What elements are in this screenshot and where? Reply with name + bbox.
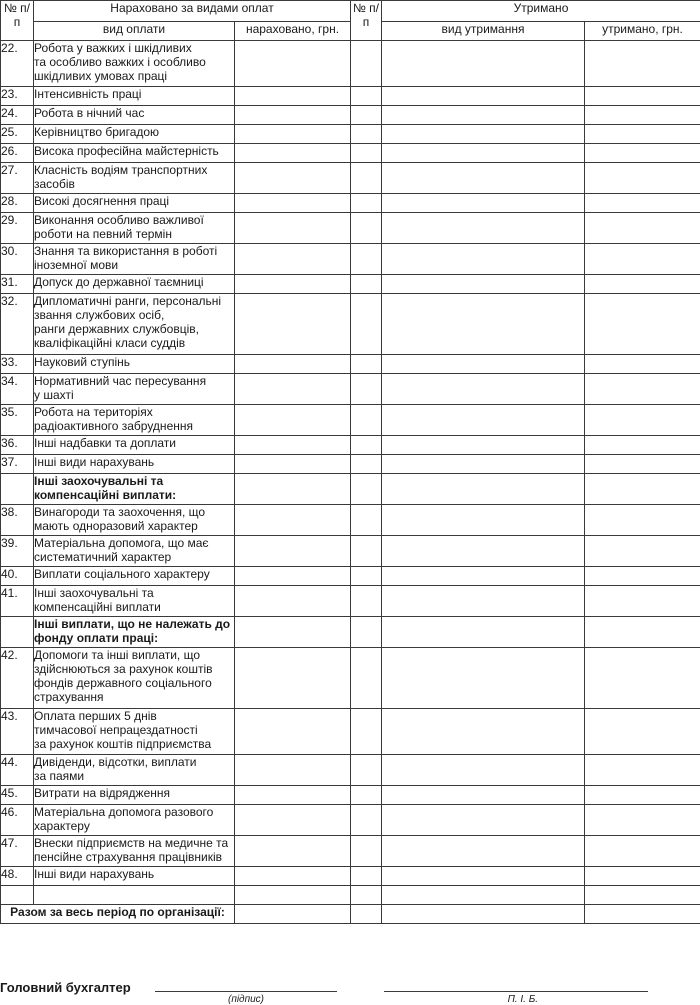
- withheld-amount-cell[interactable]: [585, 755, 700, 786]
- accrued-amount-cell[interactable]: [235, 836, 351, 867]
- payment-type-cell: [34, 567, 235, 586]
- accrued-amount-cell[interactable]: [235, 194, 351, 213]
- table-row: [1, 436, 700, 455]
- total-row: [1, 905, 700, 924]
- payment-type-cell: [34, 41, 235, 87]
- withheld-num-cell[interactable]: [351, 709, 382, 755]
- withheld-amount-cell[interactable]: [585, 586, 700, 617]
- table-row: [1, 87, 700, 106]
- withheld-amount-cell[interactable]: [585, 244, 700, 275]
- table-row: [1, 374, 700, 405]
- withheld-amount-cell[interactable]: [585, 275, 700, 294]
- withheld-num-cell[interactable]: [351, 374, 382, 405]
- withheld-num-cell[interactable]: [351, 586, 382, 617]
- row-number: 36.: [1, 436, 34, 455]
- accrued-amount-cell[interactable]: [235, 805, 351, 836]
- payment-type-line: Науковий ступінь: [34, 355, 234, 369]
- payment-type-line: Робота у важких і шкідливих: [34, 41, 234, 55]
- withholding-type-cell[interactable]: [382, 194, 585, 213]
- withheld-amount-cell[interactable]: [585, 709, 700, 755]
- payment-type-line: Матеріальна допомога, що має: [34, 536, 234, 550]
- withheld-amount-cell[interactable]: [585, 567, 700, 586]
- accrued-amount-cell[interactable]: [235, 436, 351, 455]
- withheld-amount-cell[interactable]: [585, 355, 700, 374]
- withheld-amount-cell[interactable]: [585, 106, 700, 125]
- payment-type-line: страхування: [34, 690, 234, 704]
- table-row: [1, 355, 700, 374]
- table-row: [1, 163, 700, 194]
- total-withheld-cell[interactable]: [585, 905, 700, 924]
- row-number: 34.: [1, 374, 34, 405]
- withheld-num-cell[interactable]: [351, 144, 382, 163]
- table-row: [1, 867, 700, 886]
- table-row: [1, 567, 700, 586]
- withholding-type-cell[interactable]: [382, 41, 585, 87]
- withheld-num-cell[interactable]: [351, 648, 382, 709]
- payment-type-line: фонду оплати праці:: [34, 631, 234, 645]
- withheld-amount-cell[interactable]: [585, 836, 700, 867]
- withheld-num-cell[interactable]: [351, 163, 382, 194]
- payment-type-line: Робота в нічний час: [34, 106, 234, 120]
- payment-type-line: Допуск до державної таємниці: [34, 275, 234, 289]
- payment-type-line: мають одноразовий характер: [34, 519, 234, 533]
- payment-type-cell: [34, 294, 235, 355]
- withholding-type-cell[interactable]: [382, 275, 585, 294]
- row-number: 45.: [1, 786, 34, 805]
- table-row: [1, 405, 700, 436]
- payment-type-line: кваліфікаційні класи суддів: [34, 336, 234, 350]
- withheld-num-cell[interactable]: [351, 455, 382, 474]
- withheld-amount-cell[interactable]: [585, 294, 700, 355]
- total-label: Разом за весь період по організації:: [1, 905, 235, 924]
- payment-type-line: Інші види нарахувань: [34, 867, 234, 881]
- withholding-type-cell[interactable]: [382, 294, 585, 355]
- row-number: 43.: [1, 709, 34, 755]
- withheld-amount-cell[interactable]: [585, 213, 700, 244]
- withheld-num-cell[interactable]: [351, 244, 382, 275]
- payment-type-line: Винагороди та заохочення, що: [34, 505, 234, 519]
- withholding-type-cell[interactable]: [382, 144, 585, 163]
- table-row: [1, 586, 700, 617]
- withheld-amount-cell[interactable]: [585, 505, 700, 536]
- payment-type-line: Матеріальна допомога разового: [34, 805, 234, 819]
- payment-type-line: компенсаційні виплати:: [34, 488, 234, 502]
- withheld-amount-cell[interactable]: [585, 805, 700, 836]
- withheld-amount-cell[interactable]: [585, 455, 700, 474]
- row-number: 48.: [1, 867, 34, 886]
- num-header-withheld: № п/п: [351, 1, 382, 41]
- payment-type-line: фондів державного соціального: [34, 676, 234, 690]
- payment-type-cell: [34, 163, 235, 194]
- payment-type-line: Нормативний час пересування: [34, 374, 234, 388]
- withholding-type-cell[interactable]: [382, 355, 585, 374]
- payment-type-cell: [34, 106, 235, 125]
- payment-type-line: Інші виплати, що не належать до: [34, 617, 234, 631]
- withheld-num-cell[interactable]: [351, 617, 382, 648]
- header-row: [1, 1, 700, 22]
- payment-type-line: характеру: [34, 819, 234, 833]
- withheld-amount-cell[interactable]: [585, 436, 700, 455]
- withheld-num-cell[interactable]: [351, 536, 382, 567]
- payment-type-line: шкідливих умовах праці: [34, 69, 234, 83]
- row-number: 29.: [1, 213, 34, 244]
- withholding-type-cell[interactable]: [382, 617, 585, 648]
- withholding-type-cell[interactable]: [382, 125, 585, 144]
- accrued-amount-cell[interactable]: [235, 106, 351, 125]
- row-number: 24.: [1, 106, 34, 125]
- withholding-type-header: вид утримання: [382, 22, 585, 41]
- row-number: 35.: [1, 405, 34, 436]
- withheld-num-cell[interactable]: [351, 886, 382, 905]
- withheld-amount-cell[interactable]: [585, 125, 700, 144]
- payment-type-line: компенсаційні виплати: [34, 600, 234, 614]
- accrued-amount-cell[interactable]: [235, 505, 351, 536]
- row-number: 47.: [1, 836, 34, 867]
- table-row: [1, 648, 700, 709]
- table-row: [1, 786, 700, 805]
- total-num-cell[interactable]: [351, 905, 382, 924]
- chief-accountant-label: Головний бухгалтер: [0, 980, 131, 995]
- row-number: 32.: [1, 294, 34, 355]
- signature-hint: (підпис): [155, 994, 337, 1005]
- payment-type-cell: [34, 455, 235, 474]
- row-number: 30.: [1, 244, 34, 275]
- withheld-num-cell[interactable]: [351, 474, 382, 505]
- table-row: [1, 505, 700, 536]
- withheld-num-cell[interactable]: [351, 275, 382, 294]
- payment-type-line: Дивіденди, відсотки, виплати: [34, 755, 234, 769]
- payment-type-line: Виплати соціального характеру: [34, 567, 234, 581]
- withholding-type-cell[interactable]: [382, 244, 585, 275]
- withheld-amount-cell[interactable]: [585, 786, 700, 805]
- table-row: [1, 455, 700, 474]
- payment-type-cell: [34, 836, 235, 867]
- withholding-type-cell[interactable]: [382, 586, 585, 617]
- withholding-type-cell[interactable]: [382, 436, 585, 455]
- withheld-amount-cell[interactable]: [585, 194, 700, 213]
- withheld-amount-cell[interactable]: [585, 886, 700, 905]
- payment-type-line: радіоактивного забруднення: [34, 419, 234, 433]
- accrued-amount-cell[interactable]: [235, 567, 351, 586]
- table-row: [1, 836, 700, 867]
- accrued-amount-cell[interactable]: [235, 867, 351, 886]
- accrued-amount-cell[interactable]: [235, 405, 351, 436]
- payment-type-line: роботи на певний термін: [34, 227, 234, 241]
- payment-type-line: Витрати на відрядження: [34, 786, 234, 800]
- table-row: [1, 41, 700, 87]
- withholding-type-cell[interactable]: [382, 836, 585, 867]
- row-number: 28.: [1, 194, 34, 213]
- withheld-amount-cell[interactable]: [585, 474, 700, 505]
- payment-type-line: систематичний характер: [34, 550, 234, 564]
- payment-type-line: Високі досягнення праці: [34, 194, 234, 208]
- withholding-type-cell[interactable]: [382, 213, 585, 244]
- payment-type-cell: [34, 786, 235, 805]
- table-row: [1, 886, 700, 905]
- table-row: [1, 474, 700, 505]
- withheld-num-cell[interactable]: [351, 213, 382, 244]
- payment-type-line: Виконання особливо важливої: [34, 213, 234, 227]
- payment-type-line: Інші заохочувальні та: [34, 474, 234, 488]
- withholding-type-cell[interactable]: [382, 805, 585, 836]
- table-row: [1, 106, 700, 125]
- row-number: [1, 617, 34, 648]
- row-number: [1, 886, 34, 905]
- withholding-type-cell[interactable]: [382, 567, 585, 586]
- payment-type-cell: [34, 648, 235, 709]
- withholding-type-cell[interactable]: [382, 755, 585, 786]
- payment-type-cell: [34, 805, 235, 836]
- withholding-type-cell[interactable]: [382, 405, 585, 436]
- payment-type-cell: [34, 87, 235, 106]
- row-number: 38.: [1, 505, 34, 536]
- accrued-amount-cell[interactable]: [235, 648, 351, 709]
- signature-line[interactable]: [155, 991, 337, 992]
- table-row: [1, 709, 700, 755]
- withheld-num-cell[interactable]: [351, 106, 382, 125]
- payment-type-cell: [34, 505, 235, 536]
- payment-type-cell: [34, 125, 235, 144]
- accrued-amount-cell[interactable]: [235, 244, 351, 275]
- withholding-type-cell[interactable]: [382, 867, 585, 886]
- accrued-amount-cell[interactable]: [235, 355, 351, 374]
- withholding-type-cell[interactable]: [382, 886, 585, 905]
- accrued-amount-cell[interactable]: [235, 275, 351, 294]
- table-row: [1, 805, 700, 836]
- accrued-amount-cell[interactable]: [235, 474, 351, 505]
- payment-type-line: Оплата перших 5 днів: [34, 709, 234, 723]
- withholding-type-cell[interactable]: [382, 455, 585, 474]
- payment-type-cell: [34, 709, 235, 755]
- withheld-num-cell[interactable]: [351, 405, 382, 436]
- withholding-type-cell[interactable]: [382, 709, 585, 755]
- withheld-num-cell[interactable]: [351, 805, 382, 836]
- accrued-amount-cell[interactable]: [235, 125, 351, 144]
- withholding-type-cell[interactable]: [382, 786, 585, 805]
- payment-type-line: Керівництво бригадою: [34, 125, 234, 139]
- footer: [0, 976, 700, 1004]
- payment-type-line: Допомоги та інші виплати, що: [34, 648, 234, 662]
- accrued-amount-cell[interactable]: [235, 755, 351, 786]
- accrued-amount-header: нараховано, грн.: [235, 22, 351, 41]
- payment-type-line: пенсійне страхування працівників: [34, 850, 234, 864]
- accrued-amount-cell[interactable]: [235, 87, 351, 106]
- accrued-amount-cell[interactable]: [235, 163, 351, 194]
- table-row: [1, 294, 700, 355]
- row-number: 39.: [1, 536, 34, 567]
- payment-type-line: іноземної мови: [34, 258, 234, 272]
- withheld-num-cell[interactable]: [351, 505, 382, 536]
- payment-type-cell: [34, 355, 235, 374]
- withholding-type-cell[interactable]: [382, 106, 585, 125]
- payment-type-cell: [34, 886, 235, 905]
- table-row: [1, 536, 700, 567]
- withheld-header: Утримано: [382, 1, 700, 22]
- row-number: 31.: [1, 275, 34, 294]
- payment-type-line: Інші заохочувальні та: [34, 586, 234, 600]
- payment-type-line: за рахунок коштів підприємства: [34, 737, 234, 751]
- row-number: 44.: [1, 755, 34, 786]
- payment-type-line: звання службових осіб,: [34, 308, 234, 322]
- withholding-type-cell[interactable]: [382, 505, 585, 536]
- payment-type-line: ранги державних службовців,: [34, 322, 234, 336]
- withholding-type-cell[interactable]: [382, 474, 585, 505]
- withheld-num-cell[interactable]: [351, 87, 382, 106]
- withheld-amount-cell[interactable]: [585, 536, 700, 567]
- payment-type-cell: [34, 244, 235, 275]
- withheld-amount-cell[interactable]: [585, 41, 700, 87]
- withholding-type-cell[interactable]: [382, 374, 585, 405]
- withheld-num-cell[interactable]: [351, 867, 382, 886]
- withholding-type-cell[interactable]: [382, 87, 585, 106]
- withheld-num-cell[interactable]: [351, 786, 382, 805]
- payment-type-line: здійснюються за рахунок коштів: [34, 662, 234, 676]
- accrued-amount-cell[interactable]: [235, 617, 351, 648]
- section-heading: [34, 474, 235, 505]
- withheld-num-cell[interactable]: [351, 194, 382, 213]
- name-hint-text: П. І. Б.: [508, 994, 538, 1005]
- payment-type-line: та особливо важких і особливо: [34, 55, 234, 69]
- payment-type-header: вид оплати: [34, 22, 235, 41]
- row-number: 37.: [1, 455, 34, 474]
- table-row: [1, 144, 700, 163]
- row-number: 22.: [1, 41, 34, 87]
- name-line[interactable]: [384, 991, 648, 992]
- withholding-type-cell[interactable]: [382, 163, 585, 194]
- table-row: [1, 194, 700, 213]
- payment-type-line: Внески підприємств на медичне та: [34, 836, 234, 850]
- row-number: 41.: [1, 586, 34, 617]
- row-number: [1, 474, 34, 505]
- payment-type-line: Висока професійна майстерність: [34, 144, 234, 158]
- withheld-num-cell[interactable]: [351, 436, 382, 455]
- withholding-type-cell[interactable]: [382, 536, 585, 567]
- payment-type-line: засобів: [34, 177, 234, 191]
- subheader-row: [1, 22, 700, 41]
- accrued-amount-cell[interactable]: [235, 41, 351, 87]
- table-row: [1, 755, 700, 786]
- row-number: 42.: [1, 648, 34, 709]
- row-number: 40.: [1, 567, 34, 586]
- payment-type-cell: [34, 586, 235, 617]
- withheld-amount-cell[interactable]: [585, 144, 700, 163]
- accrued-amount-cell[interactable]: [235, 213, 351, 244]
- total-type-cell[interactable]: [382, 905, 585, 924]
- payment-type-line: тимчасової непрацездатності: [34, 723, 234, 737]
- table-row: [1, 617, 700, 648]
- payment-type-line: Інші види нарахувань: [34, 455, 234, 469]
- payment-type-cell: [34, 867, 235, 886]
- accrued-amount-cell[interactable]: [235, 586, 351, 617]
- withheld-num-cell[interactable]: [351, 755, 382, 786]
- row-number: 23.: [1, 87, 34, 106]
- payment-type-cell: [34, 213, 235, 244]
- withheld-num-cell[interactable]: [351, 125, 382, 144]
- withheld-amount-cell[interactable]: [585, 163, 700, 194]
- row-number: 26.: [1, 144, 34, 163]
- table-row: [1, 244, 700, 275]
- accrued-header: Нараховано за видами оплат: [34, 1, 351, 22]
- name-hint: [384, 994, 648, 1005]
- accrued-amount-cell[interactable]: [235, 886, 351, 905]
- withheld-amount-cell[interactable]: [585, 648, 700, 709]
- accrued-amount-cell[interactable]: [235, 374, 351, 405]
- row-number: 46.: [1, 805, 34, 836]
- table-row: [1, 213, 700, 244]
- withheld-amount-cell[interactable]: [585, 405, 700, 436]
- accrued-amount-cell[interactable]: [235, 144, 351, 163]
- payment-type-cell: [34, 755, 235, 786]
- withholding-type-cell[interactable]: [382, 648, 585, 709]
- payment-type-line: у шахті: [34, 388, 234, 402]
- withheld-num-cell[interactable]: [351, 294, 382, 355]
- accrued-amount-cell[interactable]: [235, 709, 351, 755]
- table-body: [1, 1, 700, 924]
- payment-type-cell: [34, 374, 235, 405]
- payment-type-line: за паями: [34, 769, 234, 783]
- payment-type-cell: [34, 436, 235, 455]
- payment-type-line: Інші надбавки та доплати: [34, 436, 234, 450]
- section-heading: [34, 617, 235, 648]
- payment-type-line: Класність водіям транспортних: [34, 163, 234, 177]
- table-row: [1, 275, 700, 294]
- total-accrued-cell[interactable]: [235, 905, 351, 924]
- row-number: 25.: [1, 125, 34, 144]
- withheld-amount-cell[interactable]: [585, 617, 700, 648]
- withheld-num-cell[interactable]: [351, 836, 382, 867]
- payment-type-cell: [34, 194, 235, 213]
- payment-type-line: Робота на територіях: [34, 405, 234, 419]
- num-header: № п/п: [1, 1, 34, 41]
- withheld-num-cell[interactable]: [351, 355, 382, 374]
- accrued-amount-cell[interactable]: [235, 786, 351, 805]
- payment-type-cell: [34, 536, 235, 567]
- table-row: [1, 125, 700, 144]
- row-number: 27.: [1, 163, 34, 194]
- payment-type-line: Знання та використання в роботі: [34, 244, 234, 258]
- withheld-amount-header: утримано, грн.: [585, 22, 700, 41]
- withheld-num-cell[interactable]: [351, 567, 382, 586]
- withheld-amount-cell[interactable]: [585, 87, 700, 106]
- payment-type-line: Дипломатичні ранги, персональні: [34, 294, 234, 308]
- withheld-amount-cell[interactable]: [585, 374, 700, 405]
- payment-type-cell: [34, 405, 235, 436]
- withheld-amount-cell[interactable]: [585, 867, 700, 886]
- accrued-amount-cell[interactable]: [235, 294, 351, 355]
- row-number: 33.: [1, 355, 34, 374]
- withheld-num-cell[interactable]: [351, 41, 382, 87]
- payment-type-cell: [34, 144, 235, 163]
- payment-type-cell: [34, 275, 235, 294]
- accrued-amount-cell[interactable]: [235, 536, 351, 567]
- payment-type-line: Інтенсивність праці: [34, 87, 234, 101]
- accrued-amount-cell[interactable]: [235, 455, 351, 474]
